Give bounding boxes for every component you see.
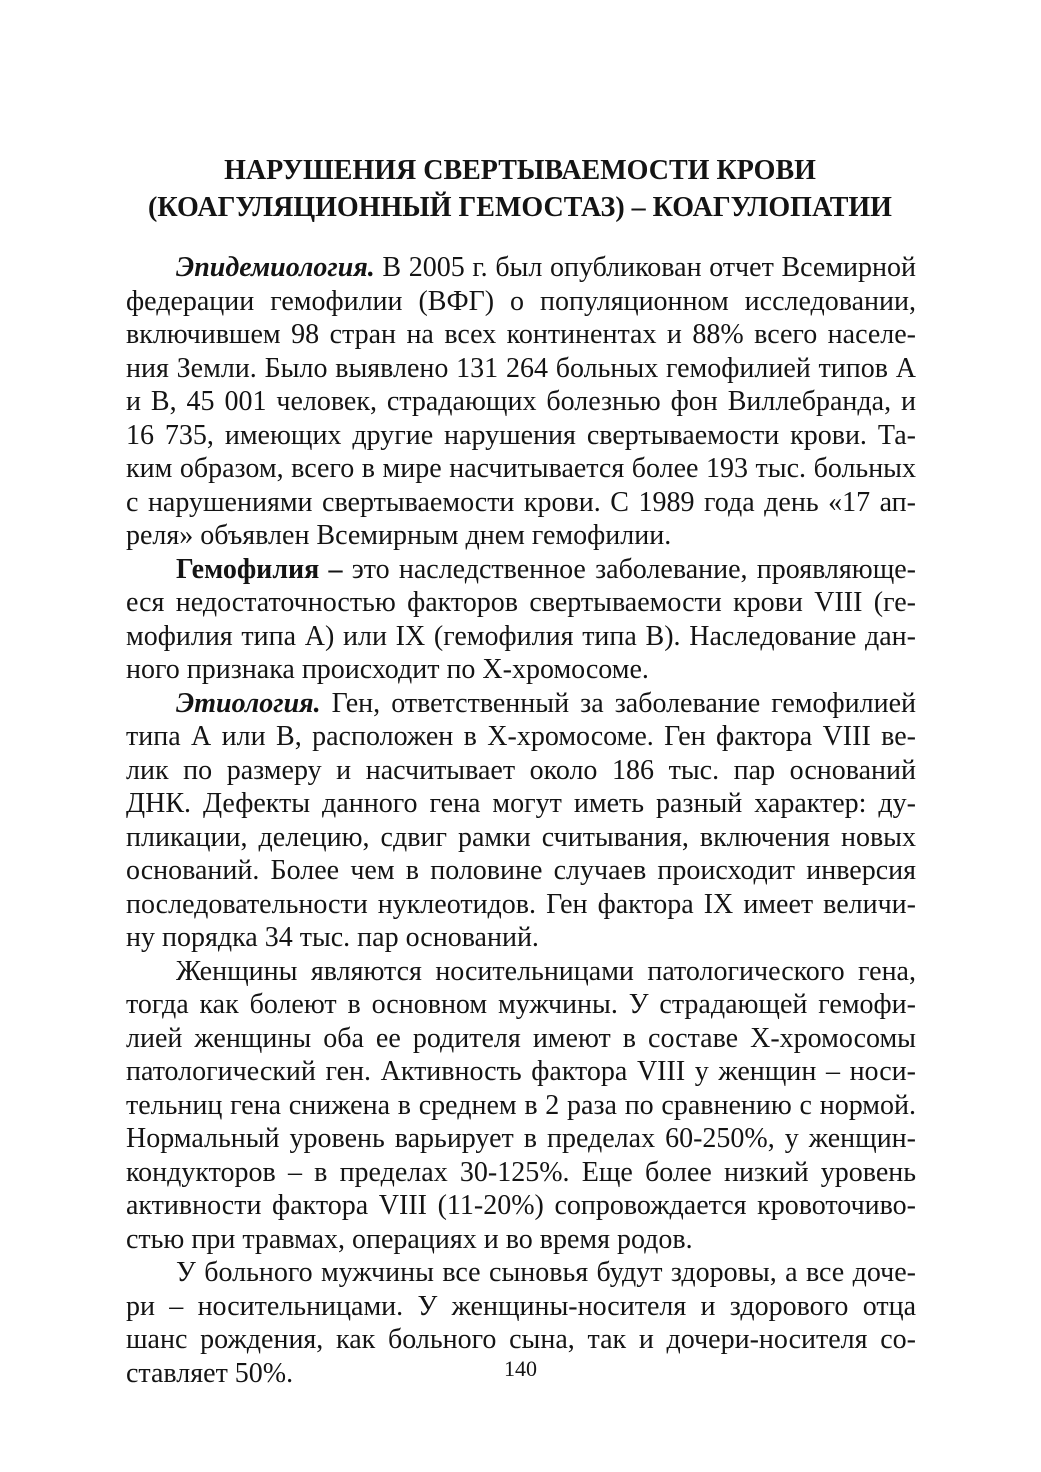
text-line: ри – носительницами. У женщины-носителя и здорового отца [126, 1290, 916, 1322]
text-line: ДНК. Дефекты данного гена могут иметь разный характер: ду- [126, 788, 916, 819]
text-line: с нарушениями свертываемости крови. С 1989 года день «17 ап- [126, 486, 916, 518]
paragraph-hemophilia [126, 553, 916, 687]
text-line: У больного мужчины все сыновья будут здоровы, а все доче- [176, 1257, 916, 1288]
body-text [126, 251, 916, 1390]
text-line: активности фактора VIII (11-20%) сопровождается кровоточиво- [126, 1190, 916, 1221]
text-line: ного признака происходит по Х-хромосоме. [126, 654, 649, 685]
text-line: стью при травмах, операциях и во время родов. [126, 1223, 693, 1255]
text-line: ставляет 50%. [126, 1357, 294, 1389]
text-line: Нормальный уровень варьирует в пределах 60-250%, у женщин- [126, 1123, 916, 1154]
text-line: шанс рождения, как больного сына, так и дочери-носителя со- [126, 1324, 916, 1355]
text-line: лик по размеру и насчитывает около 186 тыс. пар оснований [126, 754, 916, 786]
text-line: еся недостаточностью факторов свертываемости крови VIII (ге- [126, 587, 916, 618]
chapter-title-line-2: (КОАГУЛЯЦИОННЫЙ ГЕМОСТАЗ) – КОАГУЛОПАТИИ [148, 192, 892, 223]
text-line: реля» объявлен Всемирным днем гемофилии. [126, 520, 672, 551]
paragraph-lead: Гемофилия – [176, 553, 343, 585]
text-line: типа А или В, расположен в Х-хромосоме. Ген фактора VIII ве- [126, 721, 916, 752]
paragraph-lead: Эпидемиология. [176, 252, 375, 283]
text-line: ким образом, всего в мире насчитывается более 193 тыс. больных [126, 453, 916, 484]
text-line: пликации, делецию, сдвиг рамки считывания, включения новых [126, 821, 916, 853]
text-line: оснований. Более чем в половине случаев происходит инверсия [126, 855, 916, 886]
text-line: 16 735, имеющих другие нарушения свертываемости крови. Та- [126, 419, 916, 451]
text-line: тогда как болеют в основном мужчины. У страдающей гемофи- [126, 989, 916, 1020]
text-line: последовательности нуклеотидов. Ген фактора IX имеет величи- [126, 888, 916, 920]
text-line: лией женщины оба ее родителя имеют в составе Х-хромосомы [126, 1022, 916, 1054]
text-line: и В, 45 001 человек, страдающих болезнью фон Виллебранда, и [126, 386, 916, 417]
paragraph-epidemiology [126, 251, 916, 553]
chapter-title [120, 152, 920, 226]
paragraph-etiology [126, 687, 916, 955]
text-line: Эпидемиология. В 2005 г. был опубликован отчет Всемирной [176, 252, 916, 283]
text-line: Женщины являются носительницами патологического гена, [176, 955, 916, 987]
text-line: Этиология. Ген, ответственный за заболевание гемофилией [176, 687, 916, 719]
text-line: мофилия типа А) или IX (гемофилия типа В). Наследование дан- [126, 620, 916, 652]
text-line: кондукторов – в пределах 30-125%. Еще более низкий уровень [126, 1156, 916, 1188]
text-line: ну порядка 34 тыс. пар оснований. [126, 922, 539, 953]
text-line: патологический ген. Активность фактора VIII у женщин – носи- [126, 1056, 916, 1087]
text-line: включившем 98 стран на всех континентах и 88% всего населе- [126, 319, 916, 350]
paragraph-carriers [126, 955, 916, 1257]
page-number: 140 [504, 1356, 537, 1381]
paragraph-lead: Этиология. [176, 687, 321, 719]
chapter-title-line-1: НАРУШЕНИЯ СВЕРТЫВАЕМОСТИ КРОВИ [224, 155, 816, 186]
text-line: федерации гемофилии (ВФГ) о популяционном исследовании, [126, 285, 916, 317]
text-line: Гемофилия – это наследственное заболевание, проявляюще- [176, 553, 916, 585]
text-line: тельниц гена снижена в среднем в 2 раза по сравнению с нормой. [126, 1089, 916, 1121]
text-line: ния Земли. Было выявлено 131 264 больных гемофилией типов А [126, 352, 916, 384]
